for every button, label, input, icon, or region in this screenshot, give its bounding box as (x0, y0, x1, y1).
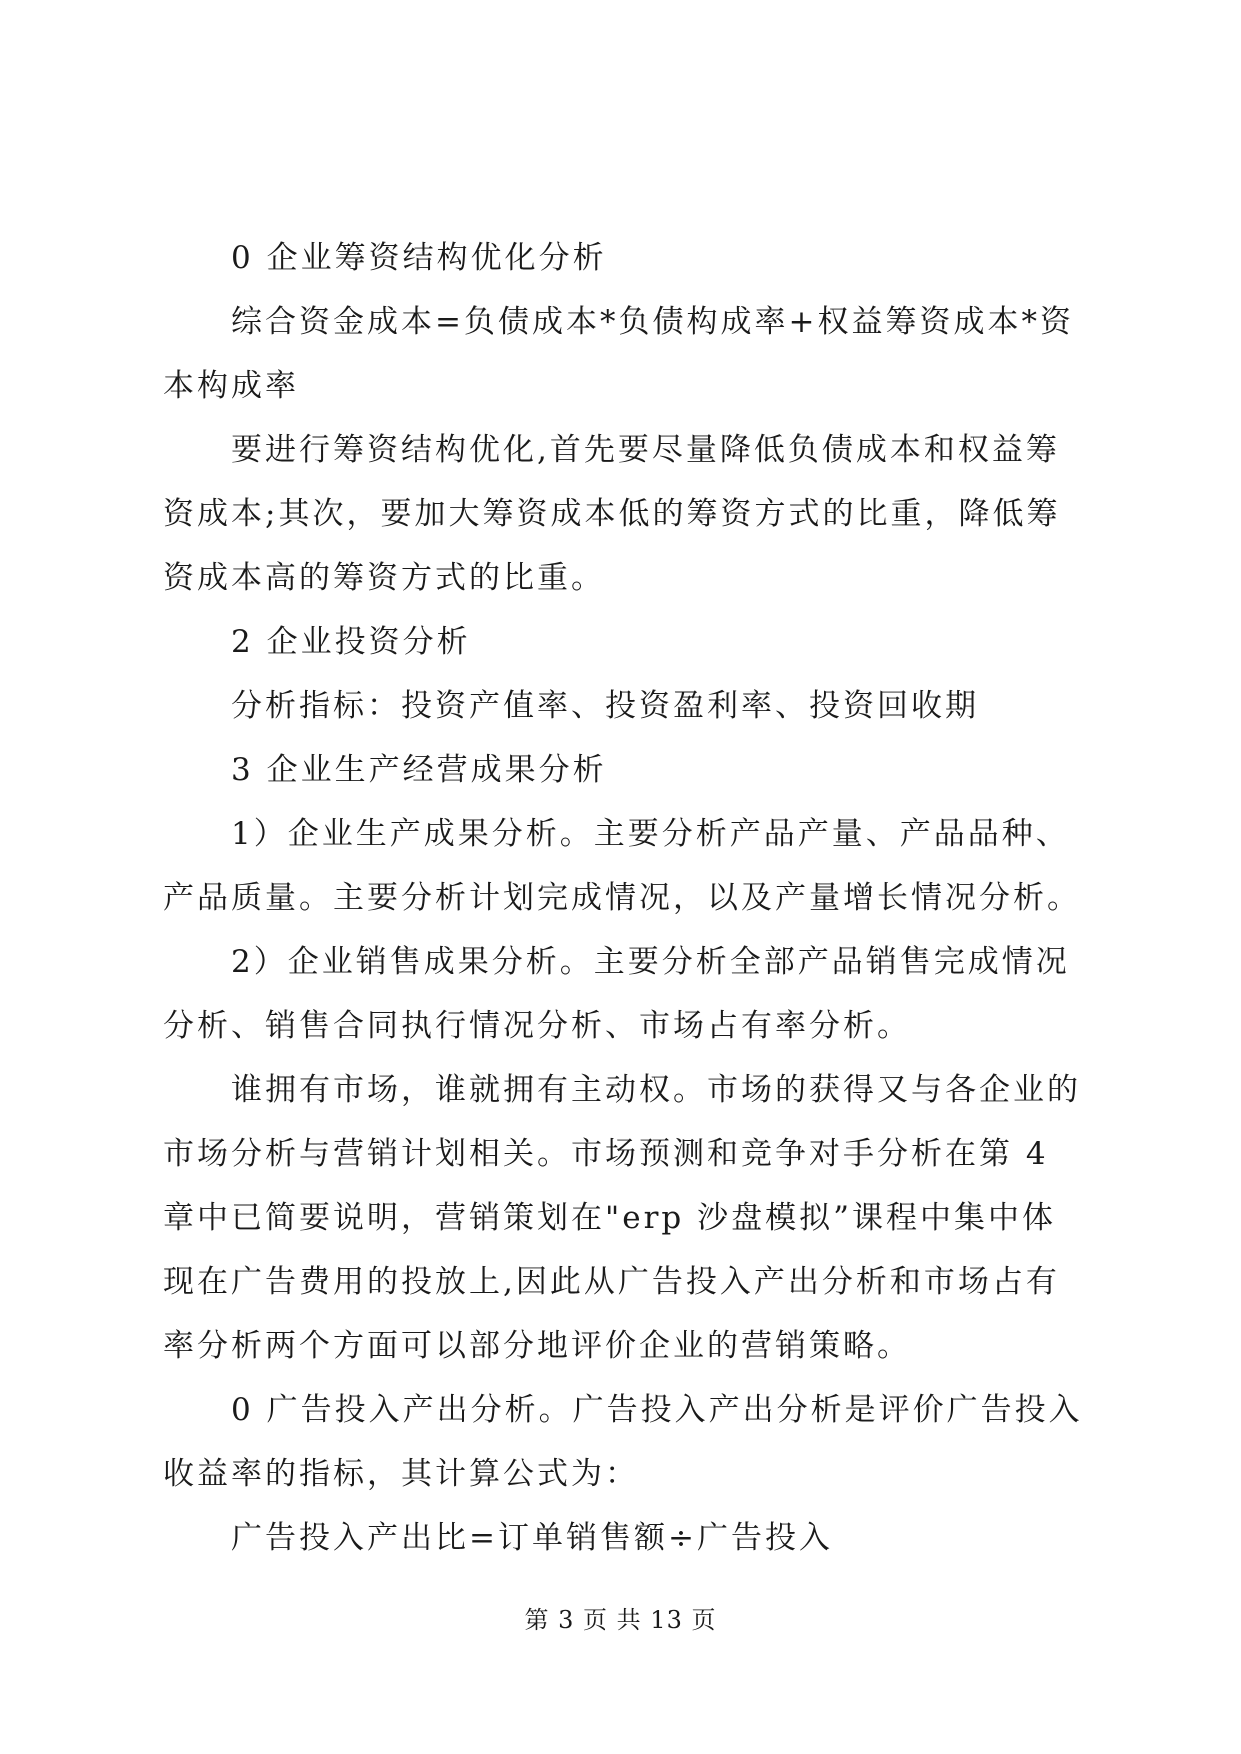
paragraph-advertising-analysis: 0 广告投入产出分析。广告投入产出分析是评价广告投入收益率的指标，其计算公式为： (163, 1392, 1083, 1492)
paragraph-capital-cost-formula: 综合资金成本=负债成本*负债构成率+权益筹资成本*资本构成率 (163, 304, 1074, 404)
paragraph-sales-results: 2）企业销售成果分析。主要分析全部产品销售完成情况分析、销售合同执行情况分析、市场占有率分析。 (163, 944, 1070, 1044)
paragraph-financing-structure-heading: 0 企业筹资结构优化分析 (231, 240, 607, 276)
paragraph-operating-results-heading: 3 企业生产经营成果分析 (231, 752, 607, 788)
paragraph-investment-indicators: 分析指标：投资产值率、投资盈利率、投资回收期 (231, 688, 979, 724)
document-body (163, 226, 1083, 1570)
paragraph-advertising-formula: 广告投入产出比=订单销售额÷广告投入 (231, 1520, 833, 1556)
paragraph-market-analysis: 谁拥有市场，谁就拥有主动权。市场的获得又与各企业的市场分析与营销计划相关。市场预测和竞争对手分析在第 4 章中已简要说明，营销策划在"erp 沙盘模拟”课程中集中体现在广告费用的投放上,因此从广告投入产出分析和市场占有率分析两个方面可以部分地评价企业的营销策略。 (163, 1072, 1081, 1364)
page-footer: 第 3 页 共 13 页 (524, 1606, 717, 1634)
paragraph-financing-optimization: 要进行筹资结构优化,首先要尽量降低负债成本和权益筹资成本;其次，要加大筹资成本低的筹资方式的比重，降低筹资成本高的筹资方式的比重。 (163, 432, 1061, 596)
paragraph-investment-heading: 2 企业投资分析 (231, 624, 471, 660)
paragraph-production-results: 1）企业生产成果分析。主要分析产品产量、产品品种、产品质量。主要分析计划完成情况，以及产量增长情况分析。 (163, 816, 1081, 916)
